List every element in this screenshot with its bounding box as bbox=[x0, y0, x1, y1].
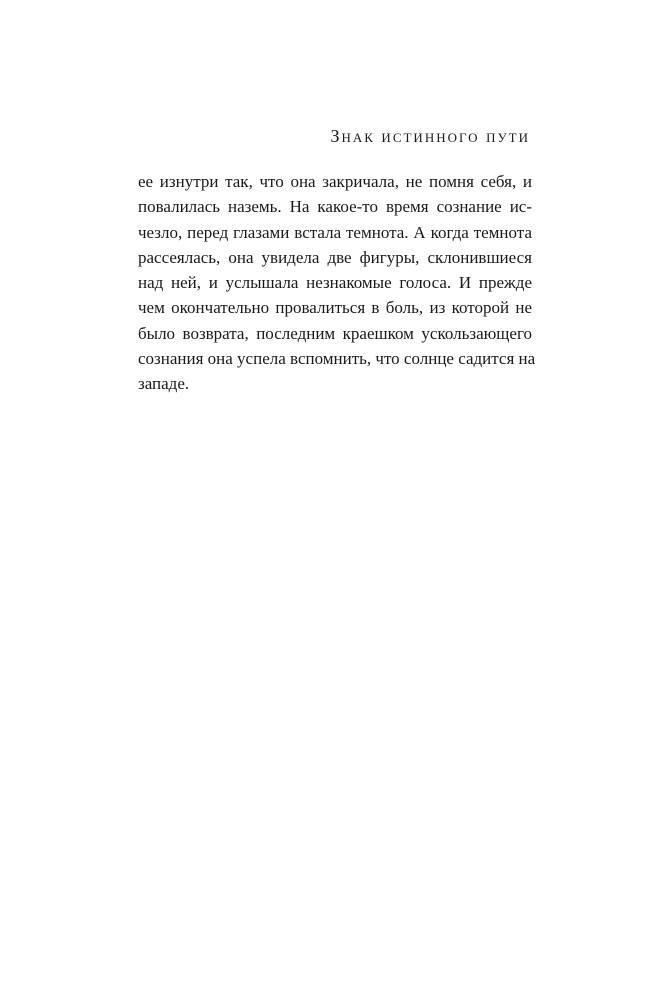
text-line: сознания она успела вспомнить, что солнце садится на bbox=[138, 349, 536, 369]
text-line: чем окончательно провалиться в боль, из которой не bbox=[138, 298, 532, 318]
text-line: чезло, перед глазами встала темнота. А когда темнота bbox=[138, 222, 532, 242]
text-line: западе. bbox=[138, 374, 190, 394]
text-line: рассеялась, она увидела две фигуры, склонившиеся bbox=[138, 247, 532, 267]
body-text bbox=[138, 169, 536, 397]
running-head-title: Знак истинного пути bbox=[330, 126, 530, 146]
text-line: повалилась наземь. На какое-то время сознание ис- bbox=[138, 197, 532, 217]
text-line: над ней, и услышала незнакомые голоса. И прежде bbox=[138, 273, 532, 293]
text-line: ее изнутри так, что она закричала, не помня себя, и bbox=[138, 172, 532, 191]
text-line: было возврата, последним краешком ускользающего bbox=[138, 323, 532, 343]
